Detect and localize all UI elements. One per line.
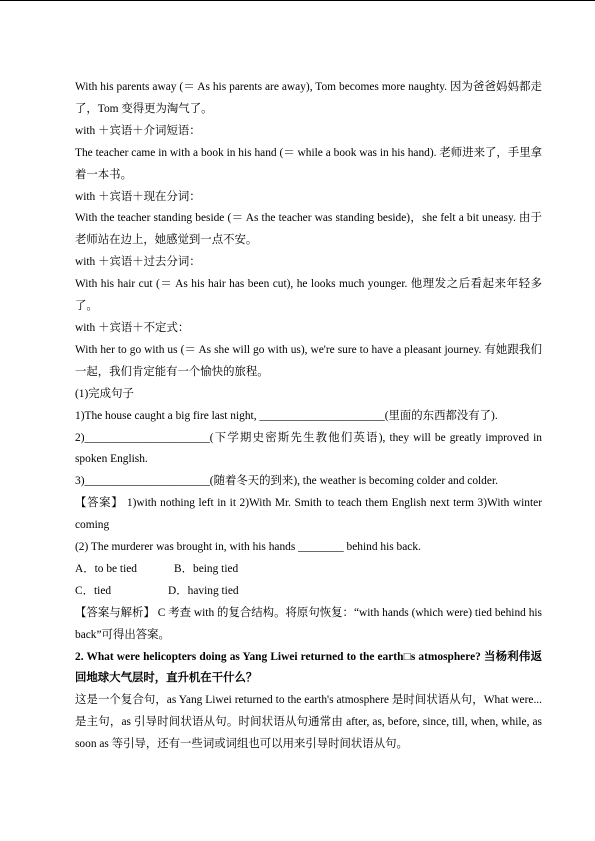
heading-with-present-participle: with ＋宾语＋现在分词： <box>75 190 201 203</box>
paragraph-example-book-in-hand: The teacher came in with a book in his hand (＝ while a book was in his hand). 老师进来了，手里拿着一本书。 <box>75 146 542 181</box>
question-2-stem: (2) The murderer was brought in, with his hands ________ behind his back. <box>75 541 421 554</box>
heading-with-infinitive: with ＋宾语＋不定式： <box>75 321 190 334</box>
heading-with-past-participle: with ＋宾语＋过去分词： <box>75 256 201 269</box>
options-row-ab: A．to be tied B．being tied <box>75 562 239 575</box>
options-row-cd: C．tied D．having tied <box>75 584 239 597</box>
page-top-rule <box>0 0 595 1</box>
paragraph-time-clause-explanation: 这是一个复合句，as Yang Liwei returned to the earth's atmosphere 是时间状语从句，What were...是主句，as 引导时间状语从句。时间状语从句通常由 after, as, before, since, till, when, while, as soon as 等引导，还有一些词或词组也可以用来引导时间状语从句。 <box>75 694 542 751</box>
answer-block: 【答案】 1)with nothing left in it 2)With Mr. Smith to teach them English next term 3)With winter coming <box>75 497 542 532</box>
exercise-item-2: 2)______________________(下学期史密斯先生教他们英语), they will be greatly improved in spoken English. <box>75 431 542 466</box>
paragraph-example-pleasant-journey: With her to go with us (＝ As she will go with us), we're sure to have a pleasant journey. 有她跟我们一起，我们肯定能有一个愉快的旅程。 <box>75 343 542 378</box>
exercise-item-1: 1)The house caught a big fire last night, ______________________(里面的东西都没有了). <box>75 409 498 422</box>
paragraph-example-hair-cut: With his hair cut (＝ As his hair has been cut), he looks much younger. 他理发之后看起来年轻多了。 <box>75 278 542 313</box>
exercise-item-3: 3)______________________(随着冬天的到来), the weather is becoming colder and colder. <box>75 475 498 488</box>
document-body <box>75 77 542 756</box>
paragraph-example-teacher-standing: With the teacher standing beside (＝ As the teacher was standing beside)，she felt a bit uneasy. 由于老师站在边上，她感觉到一点不安。 <box>75 212 542 247</box>
paragraph-example-parents-away: With his parents away (＝ As his parents are away), Tom becomes more naughty. 因为爸爸妈妈都走了，Tom 变得更为淘气了。 <box>75 81 542 115</box>
heading-with-prep-phrase: with ＋宾语＋介词短语： <box>75 124 201 137</box>
answer-explanation: 【答案与解析】 C 考查 with 的复合结构。将原句恢复：“with hands (which were) tied behind his back”可得出答案。 <box>75 606 542 641</box>
exercise-title: (1)完成句子 <box>75 387 134 400</box>
section-heading-helicopters: 2. What were helicopters doing as Yang Liwei returned to the earth□s atmosphere? 当杨利伟返回地球大气层时，直升机在干什么？ <box>75 650 542 685</box>
